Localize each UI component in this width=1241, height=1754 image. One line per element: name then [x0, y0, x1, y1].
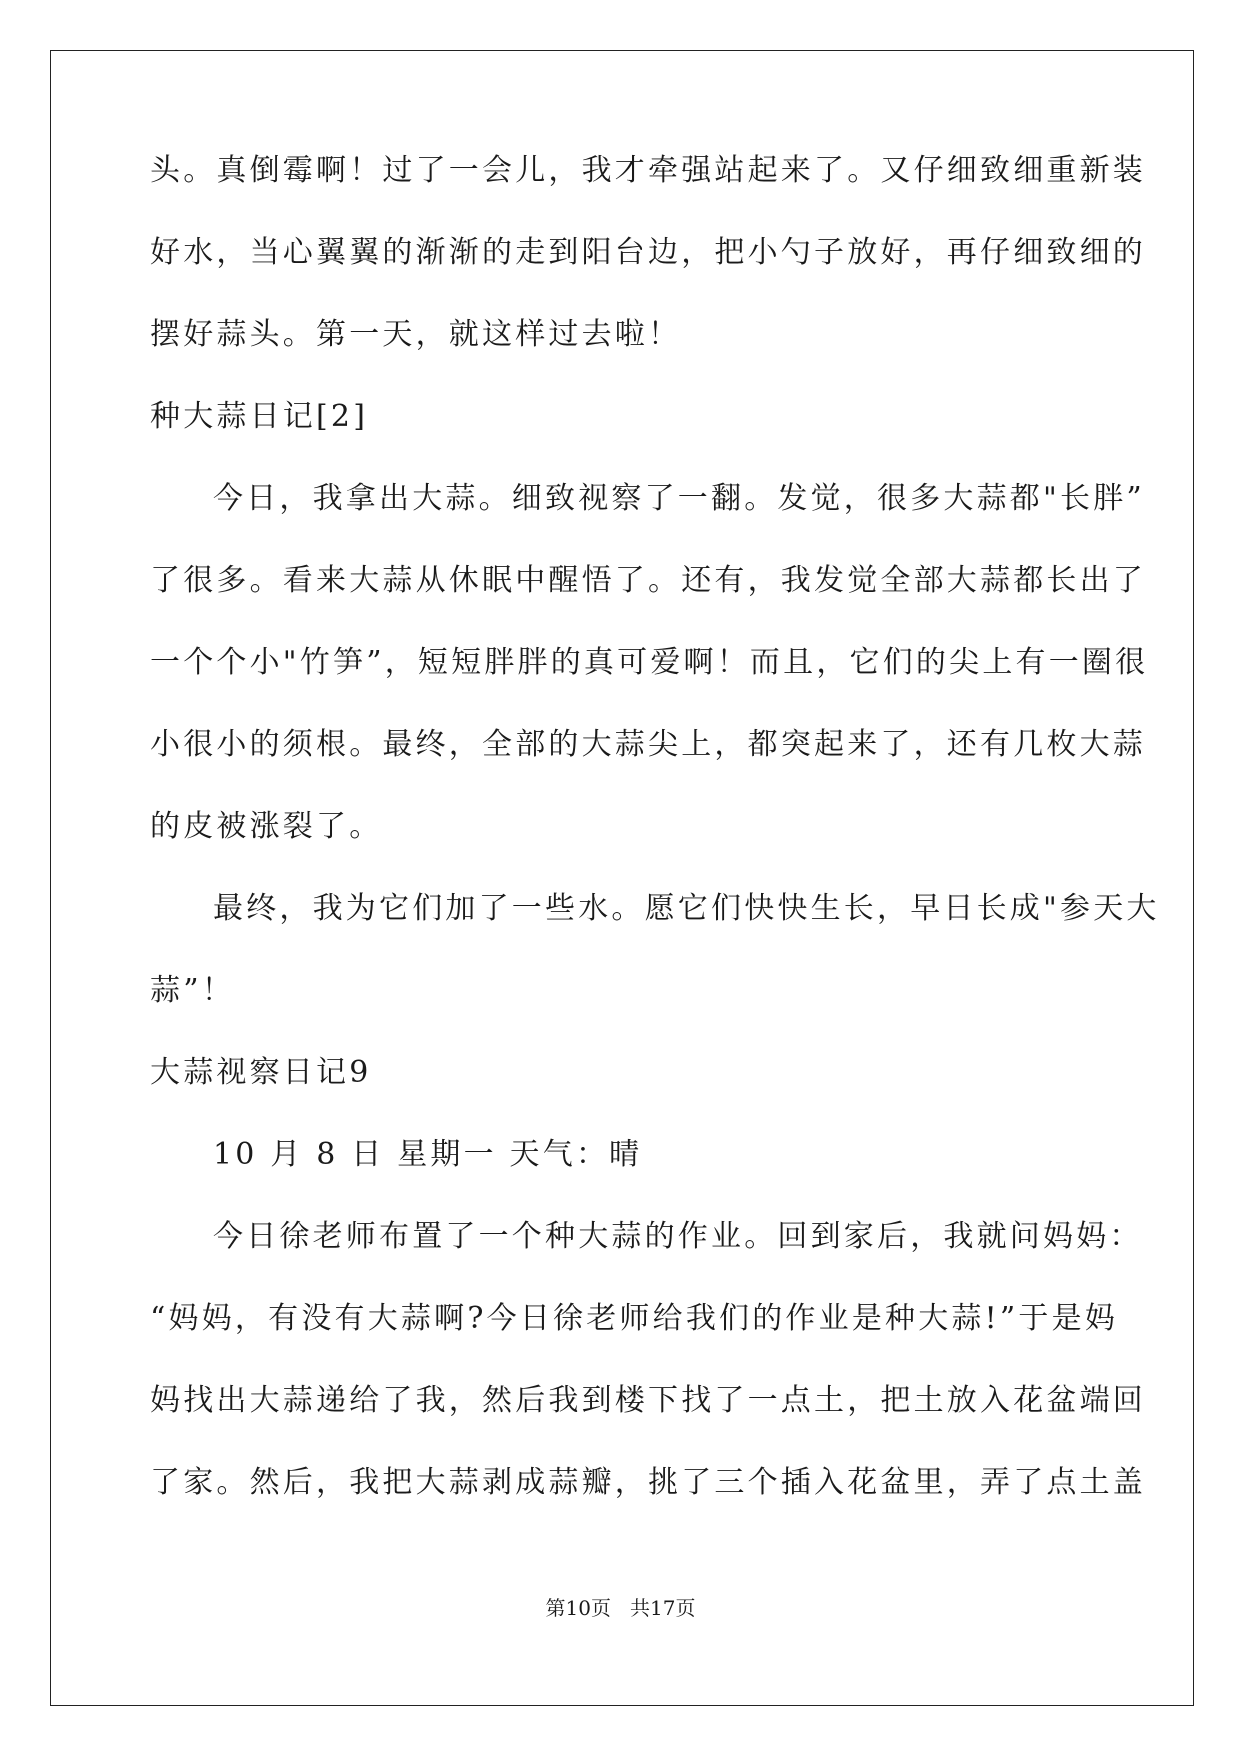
text-line: “妈妈，有没有大蒜啊?今日徐老师给我们的作业是种大蒜!”于是妈	[150, 1301, 1119, 1336]
text-line: 最终，我为它们加了一些水。愿它们快快生长，早日长成"参天大	[213, 891, 1160, 926]
text-line: 一个个小"竹笋”，短短胖胖的真可爱啊！而且，它们的尖上有一圈很	[150, 645, 1149, 680]
text-line: 了家。然后，我把大蒜剥成蒜瓣，挑了三个插入花盆里，弄了点土盖	[150, 1465, 1146, 1500]
text-line: 小很小的须根。最终，全部的大蒜尖上，都突起来了，还有几枚大蒜	[150, 727, 1146, 762]
page-number: 第10页 共17页	[545, 1596, 696, 1620]
text-line: 头。真倒霉啊！过了一会儿，我才牵强站起来了。又仔细致细重新装	[150, 153, 1146, 188]
section-heading: 大蒜视察日记9	[150, 1055, 372, 1090]
text-line: 今日徐老师布置了一个种大蒜的作业。回到家后，我就问妈妈：	[213, 1219, 1143, 1254]
date-line: 10 月 8 日 星期一 天气：晴	[213, 1137, 643, 1172]
text-line: 摆好蒜头。第一天，就这样过去啦！	[150, 317, 682, 352]
text-line: 蒜”！	[150, 973, 235, 1008]
text-line: 的皮被涨裂了。	[150, 809, 383, 844]
page-border	[50, 50, 1194, 1706]
text-line: 妈找出大蒜递给了我，然后我到楼下找了一点土，把土放入花盆端回	[150, 1383, 1146, 1418]
section-heading: 种大蒜日记[2]	[150, 399, 369, 434]
text-line: 好水，当心翼翼的渐渐的走到阳台边，把小勺子放好，再仔细致细的	[150, 235, 1146, 270]
text-line: 了很多。看来大蒜从休眠中醒悟了。还有，我发觉全部大蒜都长出了	[150, 563, 1146, 598]
text-line: 今日，我拿出大蒜。细致视察了一翻。发觉，很多大蒜都"长胖”	[213, 481, 1145, 516]
